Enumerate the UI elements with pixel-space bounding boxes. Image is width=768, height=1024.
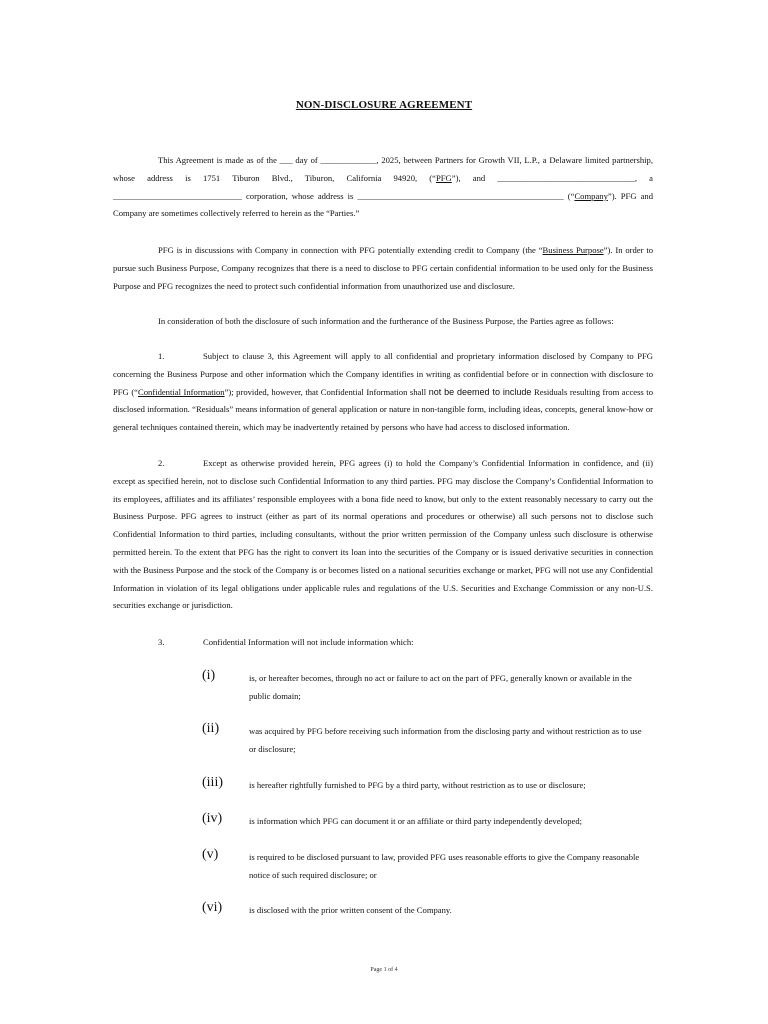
intro-text-4: ______________________________ corporation, whose address is ________________________________________________ (“ (113, 190, 575, 201)
intro-text-6: Company are sometimes collectively referred to herein as the “Parties.” (113, 208, 360, 219)
clause-3-number: 3. (158, 637, 165, 647)
clause-3-text: Confidential Information will not include information which: (203, 637, 414, 647)
purpose-text-2: ”). In order to pursue such Business Purpose, Company recognizes that there is a need to disclose to PFG certain confidential information to be used only for the Business Purpose and PFG recognizes the need to protect such confidential information from unauthorized use and disclosure. (113, 245, 654, 291)
page-footer: Page 1 of 4 (370, 967, 398, 973)
confidential-information-term: Confidential Information (138, 386, 225, 397)
intro-text-3: ”), and ________________________________, a (451, 172, 653, 183)
clause-1-number: 1. (158, 351, 165, 361)
item-text: is required to be disclosed pursuant to law, provided PFG uses reasonable efforts to give the Company reasonable notice of such required disclosure; or (249, 852, 640, 880)
item-text: is hereafter rightfully furnished to PFG by a third party, without restriction as to use or disclosure; (249, 780, 586, 790)
item-text: is, or hereafter becomes, through no act or failure to act on the part of PFG, generally known or available in the public domain; (249, 673, 632, 701)
item-numeral: (iv) (202, 811, 223, 826)
intro-text-1: This Agreement is made as of the ___ day of _____________, 2025, between Partners for Growth VII, L.P., a Delaware limited partnership, (158, 155, 653, 165)
item-numeral: (vi) (202, 900, 223, 915)
clause-1-text-1: Subject to clause 3, this Agreement will apply to all confidential and proprietary information disclosed by Company to PFG concerning the Business Purpose and other information which the Company identifies in writing as confidential before or in connection with disclosure to PFG (“ (113, 351, 653, 397)
company-term: Company (574, 190, 608, 201)
purpose-text-1: PFG is in discussions with Company in connection with PFG potentially extending credit to Company (the “ (158, 245, 543, 255)
item-text: was acquired by PFG before receiving such information from the disclosing party and without restriction as to use or disclosure; (249, 726, 642, 754)
clause-1-text-2: ”); provided, however, that Confidential Information shall (224, 386, 429, 397)
item-text: is disclosed with the prior written consent of the Company. (249, 905, 452, 915)
intro-text-5: ”). PFG and (607, 190, 654, 201)
clause-2-number: 2. (158, 458, 165, 468)
clause-2-text: Except as otherwise provided herein, PFG agrees (i) to hold the Company’s Confidential Information in confidence, and (ii) except as specified herein, not to disclose such Confidential Information to any third parties. PFG may disclose the Company’s Confidential Information to its employees, affiliates and its affiliates’ responsible employees with a bona fide need to know, but only to the extent reasonably necessary to carry out the Business Purpose. PFG agrees to instruct (either as part of its normal operations and procedures or otherwise) all such persons not to disclose such Confidential Information to third parties, including consultants, without the prior written permission of the Company unless such disclosure is otherwise permitted herein. To the extent that PFG has the right to convert its loan into the securities of the Company or is issued derivative securities in connection with the Business Purpose and the stock of the Company is or becomes listed on a national securities exchange or market, PFG will not use any Confidential Information in violation of its legal obligations under applicable rules and regulations of the U.S. Securities and Exchange Commission or any non-U.S. securities exchange or jurisdiction. (113, 458, 653, 611)
item-text: is information which PFG can document it or an affiliate or third party independently developed; (249, 816, 583, 826)
clause-3 (113, 634, 653, 652)
item-numeral: (v) (202, 847, 219, 862)
clause-1 (113, 348, 653, 437)
item-numeral: (ii) (202, 721, 220, 736)
clause-1-text-3: Residuals resulting from access to disclosed information. “Residuals” means information of general application or nature in non-tangible form, including ideas, concepts, general know-how or general techniques contained therein, which may be inadvertently retained by persons who have had access to disclosed information. (113, 386, 653, 433)
item-numeral: (i) (202, 668, 216, 683)
consideration-paragraph (113, 313, 653, 331)
item-numeral: (iii) (202, 775, 223, 790)
intro-text-2: whose address is 1751 Tiburon Blvd., Tiburon, California 94920, (“ (113, 172, 436, 183)
business-purpose-term: Business Purpose (542, 245, 604, 255)
purpose-paragraph (113, 242, 653, 295)
clause-1-sans-text: not be deemed to include (428, 386, 532, 397)
document-title: NON-DISCLOSURE AGREEMENT (295, 99, 473, 111)
pfg-term: PFG (436, 172, 452, 183)
intro-paragraph (113, 152, 653, 223)
consideration-text: In consideration of both the disclosure of such information and the furtherance of the Business Purpose, the Parties agree as follows: (158, 316, 614, 326)
clause-2 (113, 455, 653, 615)
